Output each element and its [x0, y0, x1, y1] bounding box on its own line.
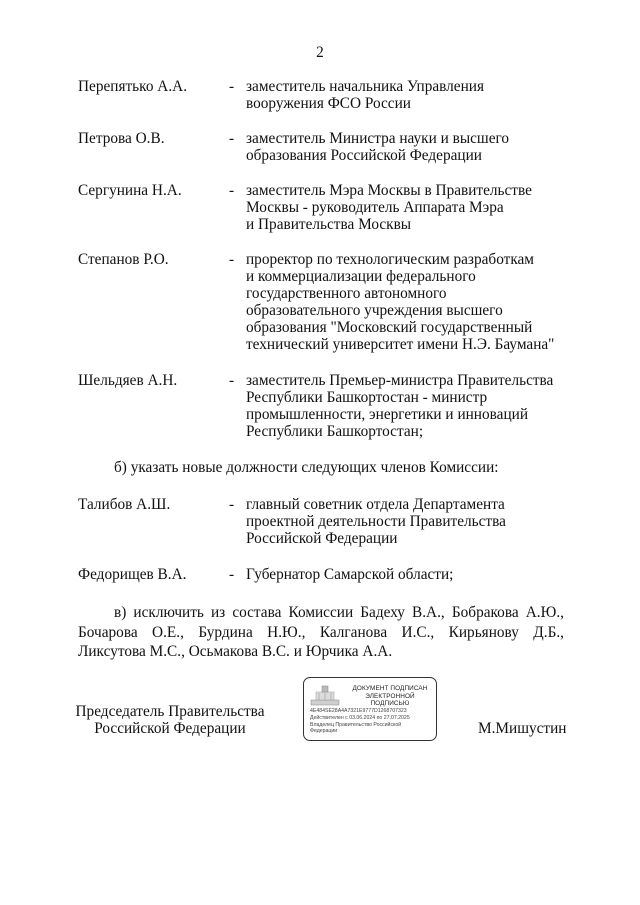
- member-dash: -: [229, 130, 235, 147]
- member-position-line: вооружения ФСО России: [246, 95, 411, 112]
- member-dash: -: [229, 566, 235, 583]
- member-position-line: и коммерциализации федерального: [246, 268, 476, 285]
- member-name: Талибов А.Ш.: [78, 496, 171, 513]
- member-position-line: проректор по технологическим разработкам: [246, 251, 534, 268]
- stamp-validity: Действителен с 03.06.2024 по 27.07.2025: [310, 715, 410, 721]
- stamp-certificate: 4E484SE28A4A7321E9777D1268707323: [310, 708, 407, 714]
- stamp-title-line: ЭЛЕКТРОННОЙ ПОДПИСЬЮ: [365, 692, 415, 707]
- member-position-line: Республики Башкортостан - министр: [246, 389, 488, 406]
- member-position-line: Губернатор Самарской области;: [246, 566, 454, 583]
- stamp-title-line: ДОКУМЕНТ ПОДПИСАН: [352, 685, 428, 692]
- member-position-line: заместитель Министра науки и высшего: [246, 130, 510, 147]
- member-dash: -: [229, 78, 235, 95]
- electronic-signature-stamp: [303, 677, 437, 741]
- signatory-name: М.Мишустин: [478, 720, 567, 737]
- member-position-line: образовательного учреждения высшего: [246, 302, 503, 319]
- paragraph-line: в) исключить из состава Комиссии Бадеху В.А., Бобракова А.Ю.,: [114, 604, 564, 621]
- member-name: Шельдяев А.Н.: [78, 372, 178, 389]
- member-position-line: технический университет имени Н.Э. Баумана": [246, 336, 555, 353]
- signatory-title-line: Председатель Правительства: [75, 703, 265, 720]
- signatory-title-line: Российской Федерации: [94, 720, 246, 737]
- member-position-line: заместитель Мэра Москвы в Правительстве: [246, 182, 532, 199]
- member-position-line: Республики Башкортостан;: [246, 423, 424, 440]
- member-position-line: Российской Федерации: [246, 530, 398, 547]
- member-position-line: образования "Московский государственный: [246, 319, 533, 336]
- member-position-line: образования Российской Федерации: [246, 147, 482, 164]
- member-position-line: проектной деятельности Правительства: [246, 513, 506, 530]
- member-position-line: Москвы - руководитель Аппарата Мэра: [246, 199, 504, 216]
- member-position-line: заместитель начальника Управления: [246, 78, 484, 95]
- member-name: Федорищев В.А.: [78, 566, 187, 583]
- member-dash: -: [229, 496, 235, 513]
- emblem-icon: [310, 684, 340, 706]
- member-dash: -: [229, 372, 235, 389]
- member-name: Перепятько А.А.: [78, 78, 188, 95]
- member-position-line: главный советник отдела Департамента: [246, 496, 505, 513]
- member-position-line: государственного автономного: [246, 285, 447, 302]
- member-position-line: заместитель Премьер-министра Правительства: [246, 372, 554, 389]
- member-position-line: промышленности, энергетики и инноваций: [246, 406, 529, 423]
- member-name: Степанов Р.О.: [78, 251, 169, 268]
- stamp-owner-line: Федерации: [310, 728, 338, 734]
- stamp-owner-line: Владелец Правительство Российской: [310, 722, 402, 728]
- paragraph-line: Бочарова О.Е., Бурдина Н.Ю., Калганова И.С., Кирьянову Д.Б.,: [78, 624, 564, 641]
- section-b-heading: б) указать новые должности следующих членов Комиссии:: [114, 459, 499, 476]
- member-name: Сергунина Н.А.: [78, 182, 182, 199]
- paragraph-line: Ликсутова М.С., Осьмакова В.С. и Юрчика А.А.: [78, 643, 393, 660]
- member-dash: -: [229, 251, 235, 268]
- stamp-title: [346, 685, 434, 708]
- page-number: 2: [316, 44, 324, 61]
- member-name: Петрова О.В.: [78, 130, 165, 147]
- member-position-line: и Правительства Москвы: [246, 216, 412, 233]
- member-dash: -: [229, 182, 235, 199]
